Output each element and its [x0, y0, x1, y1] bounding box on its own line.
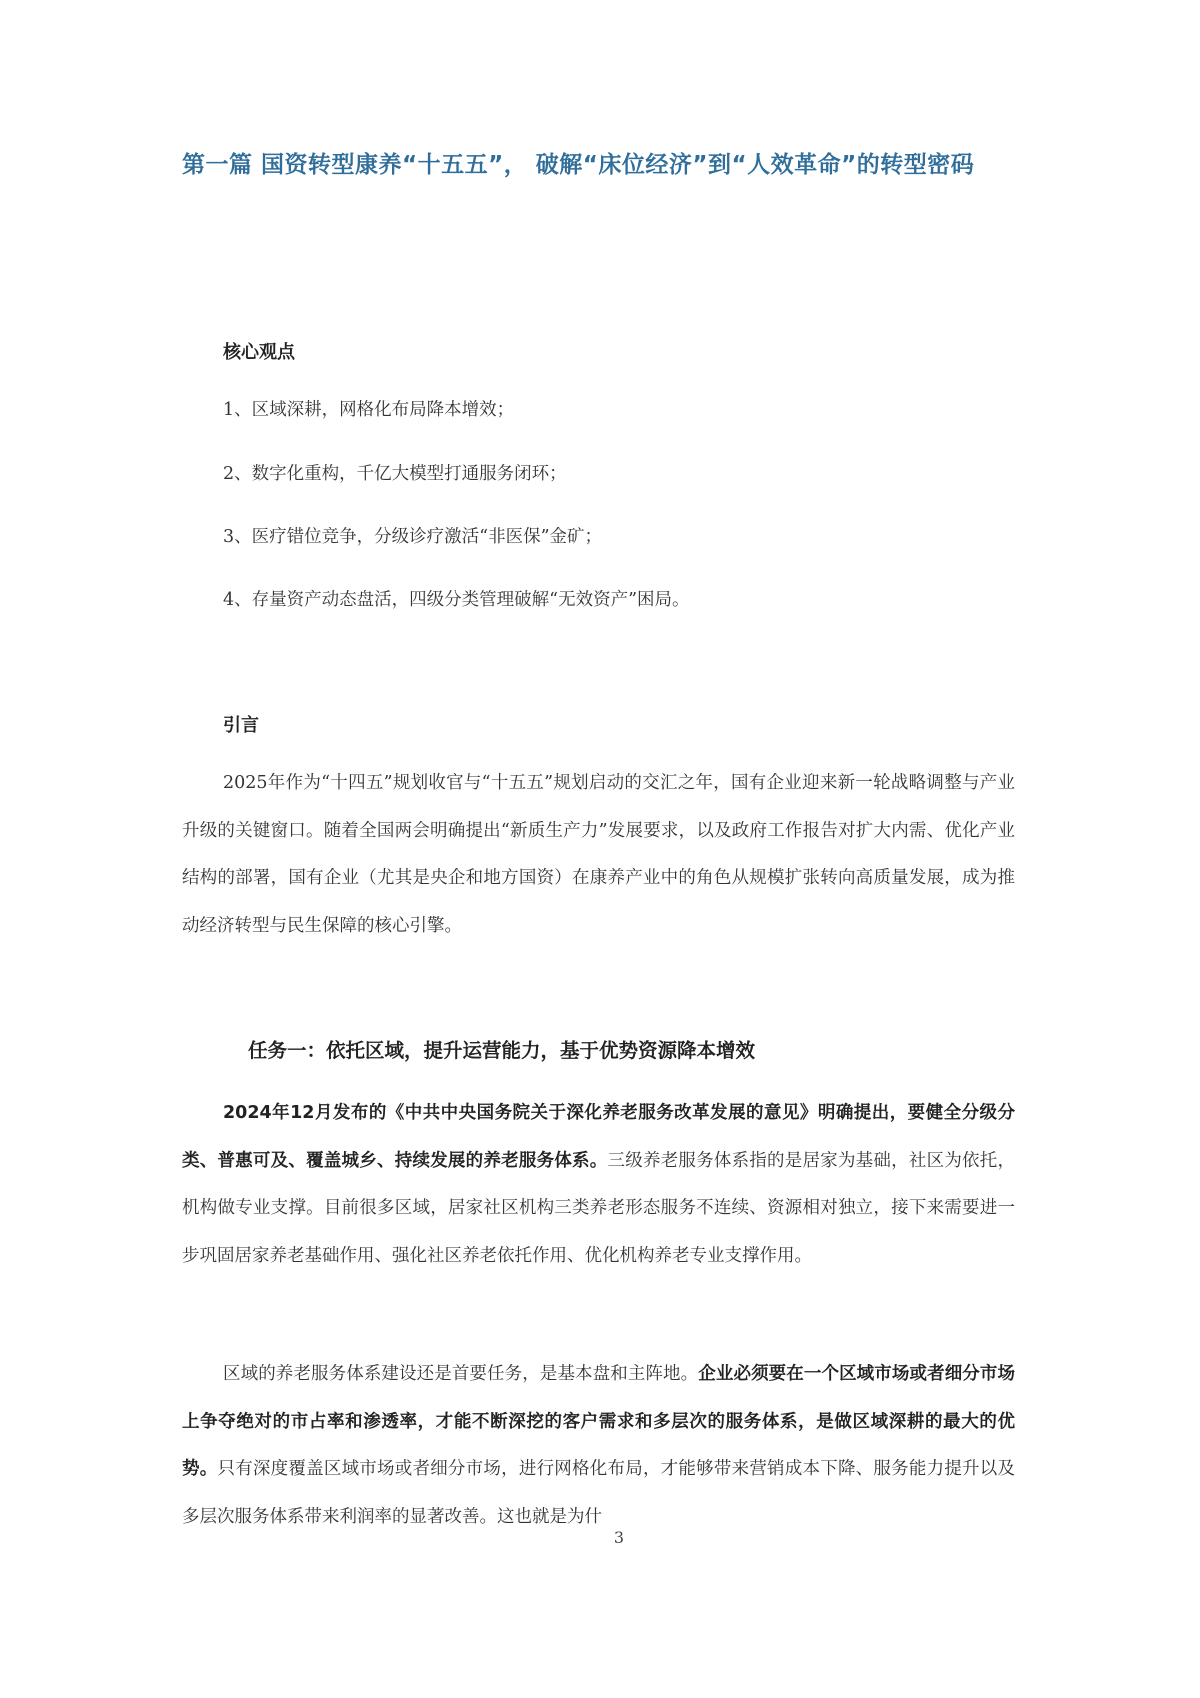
document-title: 第一篇 国资转型康养“十五五”， 破解“床位经济”到“人效革命”的转型密码 [182, 152, 975, 178]
core-view-item: 1、区域深耕，网格化布局降本增效； [223, 400, 515, 420]
core-views-heading: 核心观点 [223, 342, 295, 363]
paragraph-bold-text: 2024年12月发布的《中共中央国务院关于深化养老服务改革发展的意见》明确提出，要健全分级分类、普惠可及、覆盖城乡、持续发展的养老服务体系。 [182, 1103, 1015, 1171]
core-view-item: 3、医疗错位竞争，分级诊疗激活“非医保”金矿； [223, 527, 603, 547]
paragraph-text: 只有深度覆盖区域市场或者细分市场，进行网格化布局，才能够带来营销成本下降、服务能力提升以及多层次服务体系带来利润率的显著改善。这也就是为什 [182, 1459, 1016, 1527]
paragraph-text: 区域的养老服务体系建设还是首要任务，是基本盘和主阵地。 [223, 1364, 699, 1384]
page-number: 3 [613, 1528, 625, 1547]
intro-paragraph: 2025年作为“十四五”规划收官与“十五五”规划启动的交汇之年，国有企业迎来新一轮战略调整与产业升级的关键窗口。随着全国两会明确提出“新质生产力”发展要求，以及政府工作报告对扩大内需、优化产业结构的部署，国有企业（尤其是央企和地方国资）在康养产业中的角色从规模扩张转向高质量发展，成为推动经济转型与民生保障的核心引擎。 [182, 773, 1015, 936]
intro-heading: 引言 [223, 715, 259, 736]
task-one-paragraph-1 [182, 1090, 1015, 1280]
paragraph-text: 三级养老服务体系指的是居家为基础，社区为依托，机构做专业支撑。目前很多区域，居家社区机构三类养老形态服务不连续、资源相对独立，接下来需要进一步巩固居家养老基础作用、强化社区养老依托作用、优化机构养老专业支撑作用。 [182, 1150, 1016, 1266]
task-one-heading: 任务一：依托区域，提升运营能力，基于优势资源降本增效 [248, 1039, 756, 1062]
paragraph-bold-text: 企业必须要在一个区域市场或者细分市场上争夺绝对的市占率和渗透率，才能不断深挖的客户需求和多层次的服务体系，是做区域深耕的最大的优势。 [182, 1364, 1016, 1479]
core-view-item: 2、数字化重构，千亿大模型打通服务闭环； [223, 464, 567, 484]
core-view-item: 4、存量资产动态盘活，四级分类管理破解“无效资产”困局。 [223, 590, 690, 610]
task-one-paragraph-2 [182, 1351, 1015, 1541]
